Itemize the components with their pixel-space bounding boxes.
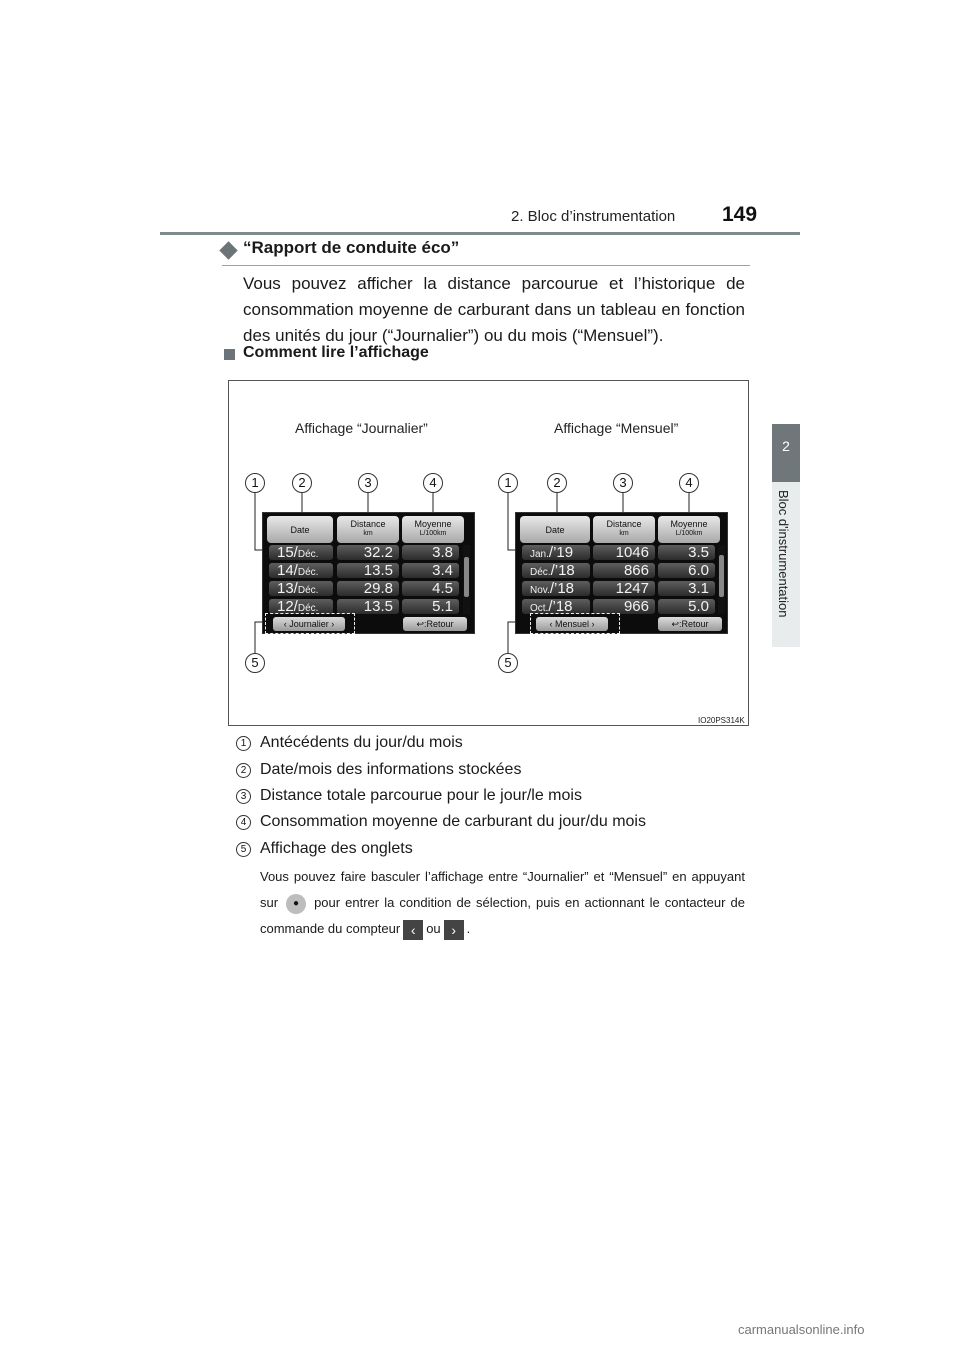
- monthly-row-1-month: Jan.: [530, 549, 549, 560]
- monthly-row-1-distance: 1046: [593, 545, 655, 560]
- daily-row-1-distance: 32.2: [337, 545, 399, 560]
- daily-row-2-date: [269, 563, 333, 578]
- note-text: [260, 864, 745, 942]
- monthly-row-4-year: /’18: [548, 598, 573, 615]
- monthly-row-1-date: [522, 545, 590, 560]
- daily-header-distance: [337, 516, 399, 543]
- section-title: “Rapport de conduite éco”: [243, 238, 460, 257]
- monthly-row-1-year: /’19: [548, 544, 574, 561]
- daily-header-average-unit: L/100km: [419, 530, 447, 537]
- monthly-header-date: Date: [520, 516, 590, 543]
- header-rule: [160, 232, 800, 235]
- daily-row-3-month: Déc.: [297, 585, 319, 596]
- callout-5-monthly: 5: [498, 653, 518, 673]
- monthly-screen: [515, 512, 728, 634]
- chevron-left-icon: ‹: [403, 920, 423, 940]
- daily-header-distance-label: Distance: [350, 519, 386, 529]
- monthly-row-1-average: 3.5: [658, 545, 715, 560]
- diamond-bullet-icon: [219, 241, 237, 259]
- daily-row-2-day: 14/: [277, 562, 298, 579]
- daily-scrollbar[interactable]: [463, 545, 470, 614]
- monthly-tab-label: Mensuel: [554, 619, 590, 629]
- chapter-title: Bloc d'instrumentation: [776, 490, 791, 618]
- daily-back-label: :Retour: [424, 619, 454, 629]
- monthly-scroll-thumb[interactable]: [719, 555, 724, 597]
- header-section-title: 2. Bloc d’instrumentation: [511, 208, 676, 225]
- daily-row-2-average: 3.4: [402, 563, 459, 578]
- daily-row-4-average: 5.1: [402, 599, 459, 614]
- monthly-row-3-average: 3.1: [658, 581, 715, 596]
- daily-row-2-distance: 13.5: [337, 563, 399, 578]
- daily-header-average: [402, 516, 464, 543]
- daily-tab-highlight: [265, 613, 355, 634]
- daily-row-4-distance: 13.5: [337, 599, 399, 614]
- monthly-header-distance: [593, 516, 655, 543]
- daily-row-1-day: 15/: [277, 544, 298, 561]
- monthly-tab-highlight: [530, 613, 620, 634]
- daily-row-4-day: 12/: [277, 598, 298, 615]
- tab-switch-note: [260, 864, 745, 942]
- legend-1-number: 1: [236, 736, 251, 751]
- callout-1-monthly: 1: [498, 473, 518, 493]
- monthly-row-4-average: 5.0: [658, 599, 715, 614]
- monthly-back-label: :Retour: [679, 619, 709, 629]
- monthly-header-average-unit: L/100km: [675, 530, 703, 537]
- daily-row-4-date: [269, 599, 333, 614]
- monthly-header-average: [658, 516, 720, 543]
- monthly-row-2-distance: 866: [593, 563, 655, 578]
- legend-3-text: Distance totale parcourue pour le jour/le mois: [260, 787, 582, 804]
- caption-monthly: Affichage “Mensuel”: [554, 420, 679, 436]
- monthly-row-2-average: 6.0: [658, 563, 715, 578]
- monthly-back-button[interactable]: [658, 617, 722, 631]
- caption-daily: Affichage “Journalier”: [295, 420, 428, 436]
- note-part-3: ou: [426, 921, 441, 936]
- square-bullet-icon: [224, 349, 235, 360]
- chevron-right-icon: ›: [444, 920, 464, 940]
- monthly-scrollbar[interactable]: [718, 545, 725, 614]
- monthly-row-4-date: [522, 599, 590, 614]
- daily-header-date: Date: [267, 516, 333, 543]
- callout-2-daily: 2: [292, 473, 312, 493]
- monthly-row-2-month: Déc.: [530, 567, 551, 578]
- monthly-header-average-label: Moyenne: [670, 519, 708, 529]
- callout-3-monthly: 3: [613, 473, 633, 493]
- daily-row-3-distance: 29.8: [337, 581, 399, 596]
- monthly-row-4-distance: 966: [593, 599, 655, 614]
- daily-row-2-month: Déc.: [297, 567, 319, 578]
- section-paragraph: [243, 271, 745, 349]
- chapter-number: 2: [782, 438, 790, 454]
- monthly-row-3-distance: 1247: [593, 581, 655, 596]
- daily-back-button[interactable]: [403, 617, 467, 631]
- callout-2-monthly: 2: [547, 473, 567, 493]
- legend-2-text: Date/mois des informations stockées: [260, 761, 522, 778]
- ok-button-icon: ●: [286, 894, 306, 914]
- watermark: carmanualsonline.info: [738, 1322, 865, 1337]
- monthly-row-4-month: Oct.: [530, 603, 549, 614]
- callout-3-daily: 3: [358, 473, 378, 493]
- monthly-row-3-month: Nov.: [530, 585, 550, 596]
- chevron-left-icon: ‹: [283, 619, 290, 629]
- daily-header-average-label: Moyenne: [414, 519, 452, 529]
- callout-1-daily: 1: [245, 473, 265, 493]
- daily-row-3-date: [269, 581, 333, 596]
- daily-row-3-day: 13/: [277, 580, 298, 597]
- note-part-2: pour entrer la condition de sélection, puis en actionnant le contacteur de commande du compteur: [260, 895, 745, 936]
- chevron-right-icon: ›: [589, 619, 595, 629]
- figure-code: IO20PS314K: [698, 716, 745, 725]
- note-part-4: .: [466, 921, 471, 936]
- daily-row-1-month: Déc.: [297, 549, 319, 560]
- monthly-row-3-date: [522, 581, 590, 596]
- chevron-right-icon: ›: [328, 619, 335, 629]
- daily-row-1-date: [269, 545, 333, 560]
- daily-row-3-average: 4.5: [402, 581, 459, 596]
- daily-tab-label: Journalier: [289, 619, 329, 629]
- subheading: Comment lire l’affichage: [243, 344, 429, 361]
- legend-5-number: 5: [236, 842, 251, 857]
- monthly-header-distance-label: Distance: [606, 519, 642, 529]
- legend-4-text: Consommation moyenne de carburant du jour/du mois: [260, 813, 646, 830]
- page-number: 149: [722, 203, 758, 226]
- legend-2-number: 2: [236, 763, 251, 778]
- section-title-rule: [222, 265, 750, 266]
- paragraph-text: Vous pouvez afficher la distance parcourue et l’historique de consommation moyenne de carburant dans un tableau en fonction des unités du jour (“Journalier”) ou du mois (“Mensuel”).: [243, 274, 745, 345]
- back-arrow-icon: ↩: [671, 619, 680, 629]
- callout-4-monthly: 4: [679, 473, 699, 493]
- monthly-row-2-year: /’18: [550, 562, 575, 579]
- legend-5-text: Affichage des onglets: [260, 840, 413, 857]
- monthly-row-2-date: [522, 563, 590, 578]
- note-part-1: Vous pouvez faire basculer l’affichage entre “Journalier” et “Mensuel” en appuyant sur: [260, 869, 745, 910]
- callout-5-daily: 5: [245, 653, 265, 673]
- daily-header-distance-unit: km: [363, 530, 373, 537]
- daily-screen: [262, 512, 475, 634]
- legend-1-text: Antécédents du jour/du mois: [260, 734, 463, 751]
- legend-4-number: 4: [236, 815, 251, 830]
- chapter-title-vertical: [776, 490, 796, 640]
- daily-row-4-month: Déc.: [297, 603, 319, 614]
- monthly-header-distance-unit: km: [619, 530, 629, 537]
- chevron-left-icon: ‹: [549, 619, 555, 629]
- back-arrow-icon: ↩: [416, 619, 425, 629]
- legend-3-number: 3: [236, 789, 251, 804]
- monthly-row-3-year: /’18: [549, 580, 575, 597]
- daily-row-1-average: 3.8: [402, 545, 459, 560]
- callout-4-daily: 4: [423, 473, 443, 493]
- daily-scroll-thumb[interactable]: [464, 557, 469, 597]
